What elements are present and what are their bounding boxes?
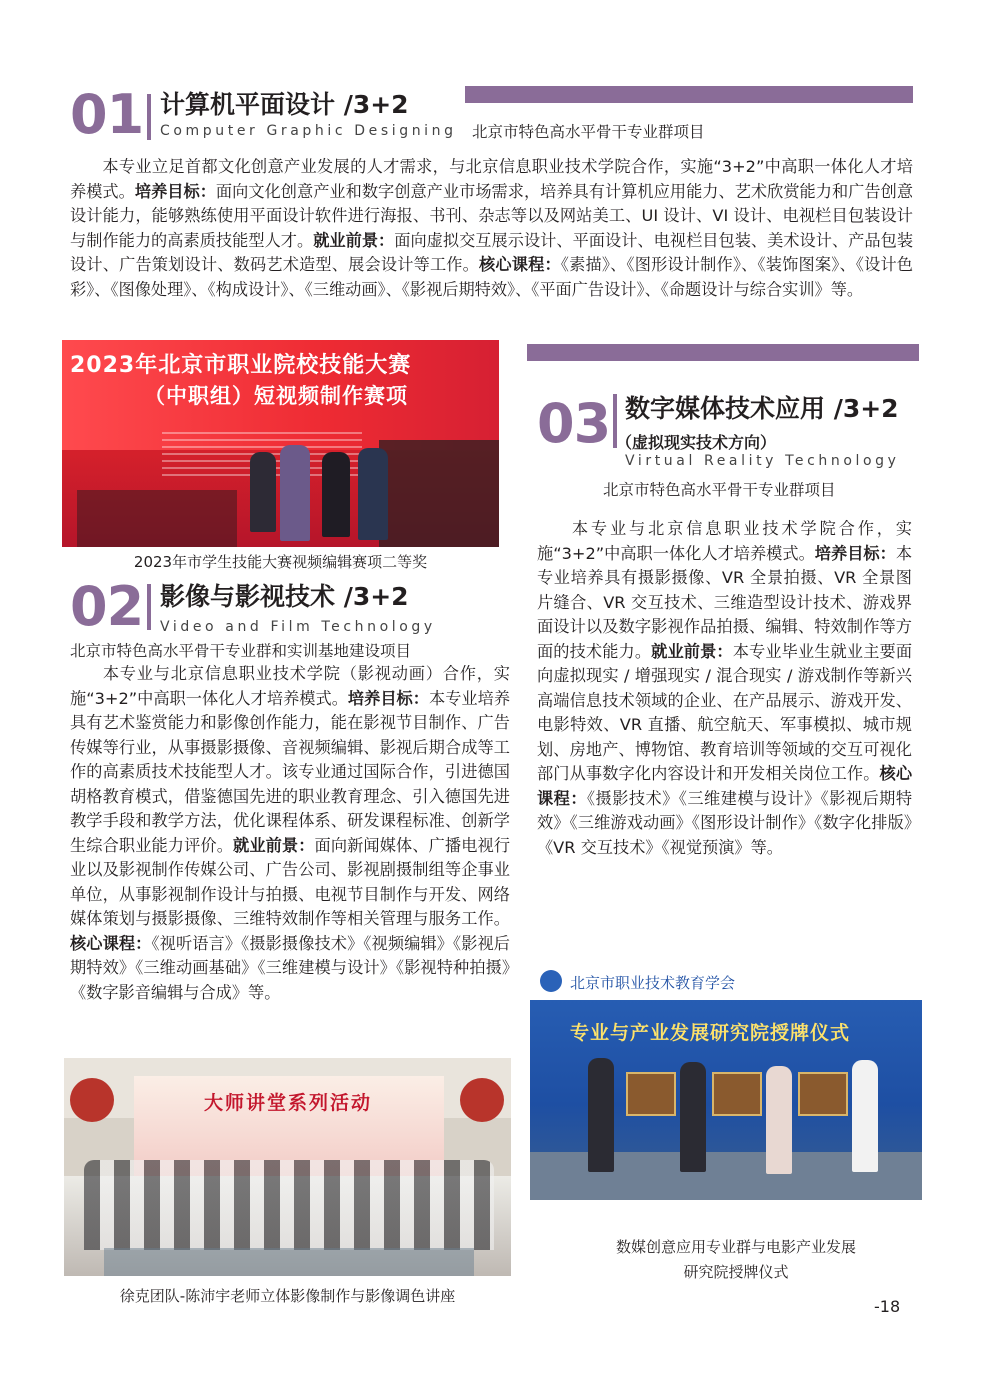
contest-photo-caption: 2023年市学生技能大赛视频编辑赛项二等奖 xyxy=(133,553,428,571)
section-divider-01 xyxy=(147,94,151,140)
body-01-text-3: 面向虚拟交互展示设计、平面设计、电视栏目包装、美术设计、产品包装设计、广告策划设计、数码艺术造型、展会设计等工作。 xyxy=(70,230,914,274)
body-03-text-1: 本专业与北京信息职业技术学院合作，实施“3+2”中高职一体化人才培养模式。 xyxy=(537,519,912,563)
body-03-heading-courses: 核心课程： xyxy=(537,764,913,808)
section-project-02: 北京市特色高水平骨干专业群和实训基地建设项目 xyxy=(70,642,412,660)
page-number: -18 xyxy=(874,1297,901,1316)
body-01-heading-career: 就业前景： xyxy=(313,230,395,250)
body-01-heading-goal: 培养目标： xyxy=(134,181,216,201)
section-body-03 xyxy=(537,517,912,860)
contest-photo xyxy=(62,340,499,547)
section-body-01 xyxy=(70,155,913,302)
section-body-02 xyxy=(70,662,510,1005)
section-band-01 xyxy=(465,86,913,103)
section-subtitle-en-01: Computer Graphic Designing xyxy=(160,123,457,139)
section-project-01: 北京市特色高水平骨干专业群项目 xyxy=(472,123,705,141)
section-title-03: 数字媒体技术应用 /3+2 xyxy=(625,394,899,423)
section-title-02: 影像与影视技术 /3+2 xyxy=(160,582,409,611)
body-02-text-2: 本专业培养具有艺术鉴赏能力和影像创作能力，能在影视节目制作、广告传媒等行业，从事摄影摄像、音视频编辑、影视后期合成等工作的高素质技术技能型人才。该专业通过国际合作，引进德国胡格教育模式，借鉴德国先进的职业教育理念、引入德国先进教学手段和教学方法，优化课程体系、研发课程标准、创新学生综合职业能力评价。 xyxy=(70,688,511,855)
lecture-photo xyxy=(64,1058,511,1276)
section-project-03: 北京市特色高水平骨干专业群项目 xyxy=(603,481,836,499)
section-subtitle-en-02: Video and Film Technology xyxy=(160,619,436,635)
body-01-heading-courses: 核心课程： xyxy=(479,255,561,274)
section-direction-03: （虚拟现实技术方向） xyxy=(616,433,777,452)
body-02-text-3: 面向新闻媒体、广播电视行业以及影视制作传媒公司、广告公司、影视剧摄制组等企事业单位，从事影视制作设计与拍摄、电视节目制作与开发、网络媒体策划与摄影摄像、三维特效制作等相关管理与服务工作。 xyxy=(70,835,511,928)
lecture-banner: 大师讲堂系列活动 xyxy=(204,1092,373,1114)
body-03-text-4: 《摄影技术》《三维建模与设计》《影视后期特效》《三维游戏动画》《图形设计制作》《数字化排版》《VR 交互技术》《视觉预演》等。 xyxy=(537,788,913,857)
section-title-01: 计算机平面设计 /3+2 xyxy=(160,90,409,119)
body-02-text-4: 《视听语言》《摄影摄像技术》《视频编辑》《影视后期特效》《三维动画基础》《三维建模与设计》《影视特种拍摄》《数字影音编辑与合成》等。 xyxy=(70,933,510,1002)
contest-banner-line-2: （中职组）短视频制作赛项 xyxy=(144,384,408,408)
body-01-text-2: 面向文化创意产业和数字创意产业市场需求，培养具有计算机应用能力、艺术欣赏能力和广告创意设计能力，能够熟练使用平面设计软件进行海报、书刊、杂志等以及网站美工、UI 设计、VI 设计、电视栏目包装设计与制作能力的高素质技能型人才。 xyxy=(70,181,914,250)
body-02-heading-career: 就业前景： xyxy=(233,835,315,855)
body-01-text-1: 本专业立足首都文化创意产业发展的人才需求，与北京信息职业技术学院合作，实施“3+2”中高职一体化人才培养模式。 xyxy=(70,157,913,201)
body-01-text-4: 《素描》、《图形设计制作》、《装饰图案》、《设计色彩》、《图像处理》、《构成设计》、《三维动画》、《影视后期特效》、《平面广告设计》、《命题设计与综合实训》等。 xyxy=(70,255,913,299)
section-number-03: 03 xyxy=(537,392,611,455)
lecture-photo-caption: 徐克团队-陈沛宇老师立体影像制作与影像调色讲座 xyxy=(119,1287,456,1305)
body-03-text-3: 本专业毕业生就业主要面向虚拟现实 / 增强现实 / 混合现实 / 游戏制作等新兴高端信息技术领域的企业、在产品展示、游戏开发、电影特效、VR 直播、航空航天、军事模拟、城市规划、房地产、博物馆、教育培训等领域的交互可视化部门从事数字化内容设计和开发相关岗位工作。 xyxy=(537,641,913,783)
section-subtitle-en-03: Virtual Reality Technology xyxy=(625,453,900,469)
award-photo-caption-line-2: 研究院授牌仪式 xyxy=(683,1263,789,1281)
body-03-heading-career: 就业前景： xyxy=(651,641,733,661)
body-02-text-1: 本专业与北京信息职业技术学院（影视动画）合作，实施“3+2”中高职一体化人才培养模式。 xyxy=(70,664,510,708)
body-02-heading-goal: 培养目标： xyxy=(347,688,429,708)
body-03-text-2: 本专业培养具有摄影摄像、VR 全景拍摄、VR 全景图片缝合、VR 交互技术、三维造型设计技术、游戏界面设计以及数字影视作品拍摄、编辑、特效制作等方面的技术能力。 xyxy=(537,543,912,661)
body-02-heading-courses: 核心课程： xyxy=(70,933,152,953)
award-banner: 专业与产业发展研究院授牌仪式 xyxy=(570,1022,851,1044)
award-photo xyxy=(530,962,922,1200)
body-03-heading-goal: 培养目标： xyxy=(814,543,896,563)
section-number-02: 02 xyxy=(70,575,144,638)
section-band-03 xyxy=(527,344,919,361)
section-divider-02 xyxy=(147,584,151,630)
contest-banner-line-1: 2023年北京市职业院校技能大赛 xyxy=(70,353,412,378)
award-photo-caption-line-1: 数媒创意应用专业群与电影产业发展 xyxy=(615,1238,856,1256)
award-org-name: 北京市职业技术教育学会 xyxy=(570,974,736,992)
section-number-01: 01 xyxy=(70,83,144,146)
